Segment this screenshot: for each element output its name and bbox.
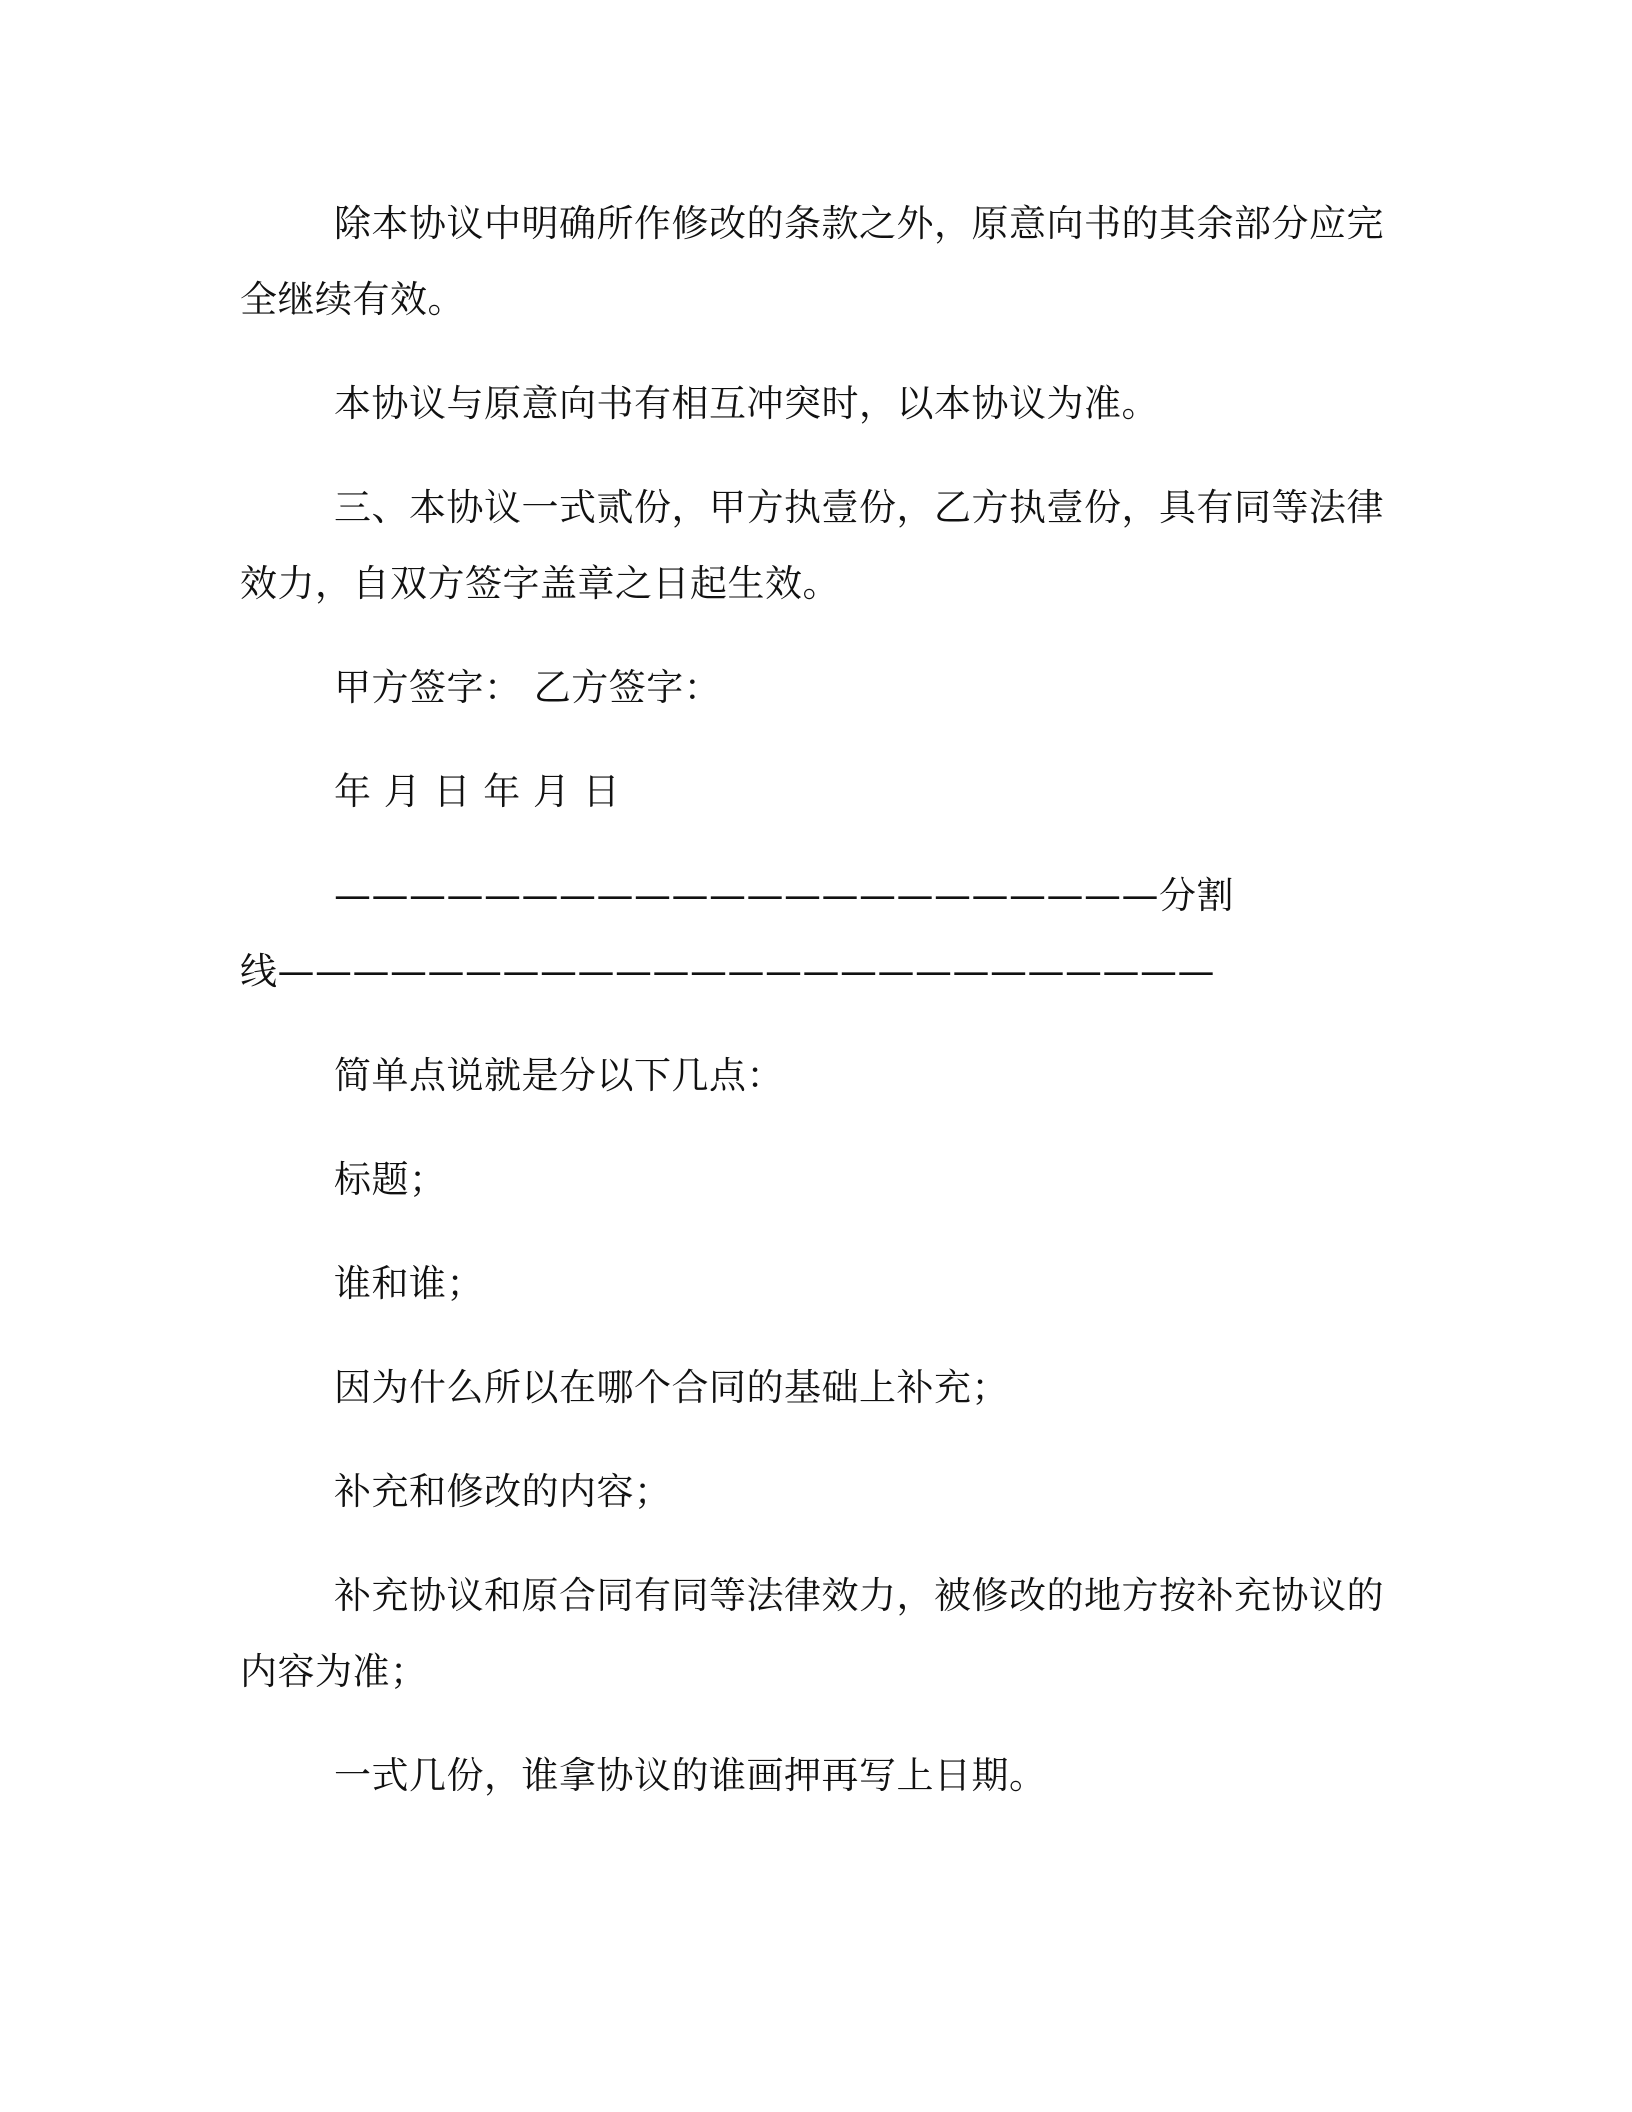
summary-item-copies: 一式几份，谁拿协议的谁画押再写上日期。	[334, 1754, 1047, 1797]
paragraph-copies-effect: 三、本协议一式贰份，甲方执壹份，乙方执壹份，具有同等法律效力，自双方签字盖章之日起生效。	[240, 486, 1384, 605]
divider-line-2: 线—————————————————————————	[240, 950, 1215, 993]
paragraph-conflict-rule: 本协议与原意向书有相互冲突时，以本协议为准。	[334, 382, 1159, 425]
paragraph-remaining-terms: 除本协议中明确所作修改的条款之外，原意向书的其余部分应完全继续有效。	[240, 202, 1384, 321]
summary-item-parties: 谁和谁；	[334, 1262, 484, 1305]
divider-line-1: ——————————————————————分割	[334, 874, 1234, 917]
paragraph-signatures: 甲方签字： 乙方签字：	[334, 666, 722, 709]
summary-item-title: 标题；	[334, 1158, 447, 1201]
summary-intro: 简单点说就是分以下几点：	[334, 1054, 784, 1097]
divider	[240, 858, 1390, 1010]
summary-item-validity: 补充协议和原合同有同等法律效力，被修改的地方按补充协议的内容为准；	[240, 1574, 1384, 1693]
document-body	[240, 186, 1390, 1842]
paragraph-dates: 年 月 日 年 月 日	[334, 770, 621, 813]
summary-item-basis: 因为什么所以在哪个合同的基础上补充；	[334, 1366, 1009, 1409]
summary-item-content: 补充和修改的内容；	[334, 1470, 672, 1513]
